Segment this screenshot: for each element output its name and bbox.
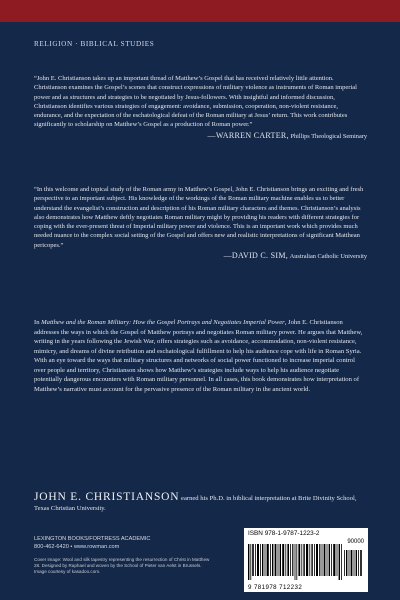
description-lead: In [34,319,40,326]
book-description [34,318,367,394]
cover-image-credit: Cover image: Wool and silk tapestry representing the resurrection of Christ in Matthew 28. Designed by Raphael and woven by the School of Pieter van Aelst in Brussels. Image courtesy of kasadoo.com. [34,557,210,575]
endorsement-quote [34,185,367,261]
endorser-name: —DAVID C. SIM, [223,251,289,261]
endorser-affiliation: Australian Catholic University [289,253,367,261]
endorsement-text: “John E. Christianson takes up an important thread of Matthew’s Gospel that has received relatively little attention. Christianson examines the Gospel’s scenes that construct expressions of military violence as instruments of Roman imperial power and as structures and strategies to be negotiated by Jesus-followers. With insightful and informed discussion, Christianson identifies various strategies of engagement: avoidance, submission, cooperation, non-violent resistance, endurance, and the expectation of the eschatological defeat of the Roman military at Jesus’ return. This work contributes significantly to scholarship on Matthew’s Gospel as a production of Roman power.” [34,75,357,129]
category-label: RELIGION · BIBLICAL STUDIES [34,40,155,48]
isbn-label: ISBN 978-1-9787-1223-2 [248,530,320,537]
publisher-contact [34,543,150,551]
barcode-digits: 9 781978 712232 [248,584,303,591]
endorsement-attribution [34,251,367,261]
endorsement-quote [34,74,367,141]
barcode-bars-icon [248,538,364,582]
top-color-band [0,0,400,22]
endorser-affiliation: Phillips Theological Seminary [290,132,367,140]
publisher-website[interactable]: www.rowman.com [73,544,120,550]
endorsement-text: “In this welcome and topical study of the Roman army in Matthew’s Gospel, John E. Christianson brings an exciting and fresh perspective to an important subject. His knowledge of the workings of the Roman military machine enables us to better understand the evangelist’s construction and description of his Roman military characters and themes. Christianson’s analysis also demonstrates how Matthew deftly negotiates Roman military might by providing his readers with different strategies for coping with the ever-present threat of Imperial military power and violence. This is an important work which provides much needed nuance to the complex social setting of the Gospel and offers new and realistic interpretations of significant Matthean pericopes.” [34,186,364,249]
bullet-separator: • [70,544,73,550]
publisher-name: LEXINGTON BOOKS/FORTRESS ACADEMIC [34,536,151,542]
book-title: Matthew and the Roman Military: How the Gospel Portrays and Negotiates Imperial Power [41,319,285,326]
author-name: JOHN E. CHRISTIANSON [34,491,180,503]
description-body: , John E. Christianson addresses the ways in which the Gospel of Matthew portrays and negotiates Roman military power. He argues that Matthew, writing in the years following the Jewish War, offers strategies such as avoidance, accommodation, non-violent resistance, mimicry, and dreams of divine retribution and eschatological fulfillment to help his audience cope with life in Roman Syria. With an eye toward the ways that military structures and networks of social power functioned to increase imperial control over people and territory, Christianson shows how Matthew’s strategies include ways to help his audience negotiate potentially dangerous encounters with Roman military personnel. In all cases, this book demonstrates how interpretation of Matthew’s narrative must account for the pervasive presence of the Roman military in the ancient world. [34,319,363,393]
isbn-barcode [244,528,368,592]
author-bio [34,493,367,513]
endorsement-attribution [34,131,367,141]
endorser-name: —WARREN CARTER, [207,130,289,140]
author-bio-text: earned his Ph.D. in biblical interpretation at Brite Divinity School, Texas Christian University. [34,495,357,512]
price-code: 90000 [347,539,364,545]
publisher-info [34,535,150,551]
publisher-phone: 800-462-6420 [34,544,69,550]
